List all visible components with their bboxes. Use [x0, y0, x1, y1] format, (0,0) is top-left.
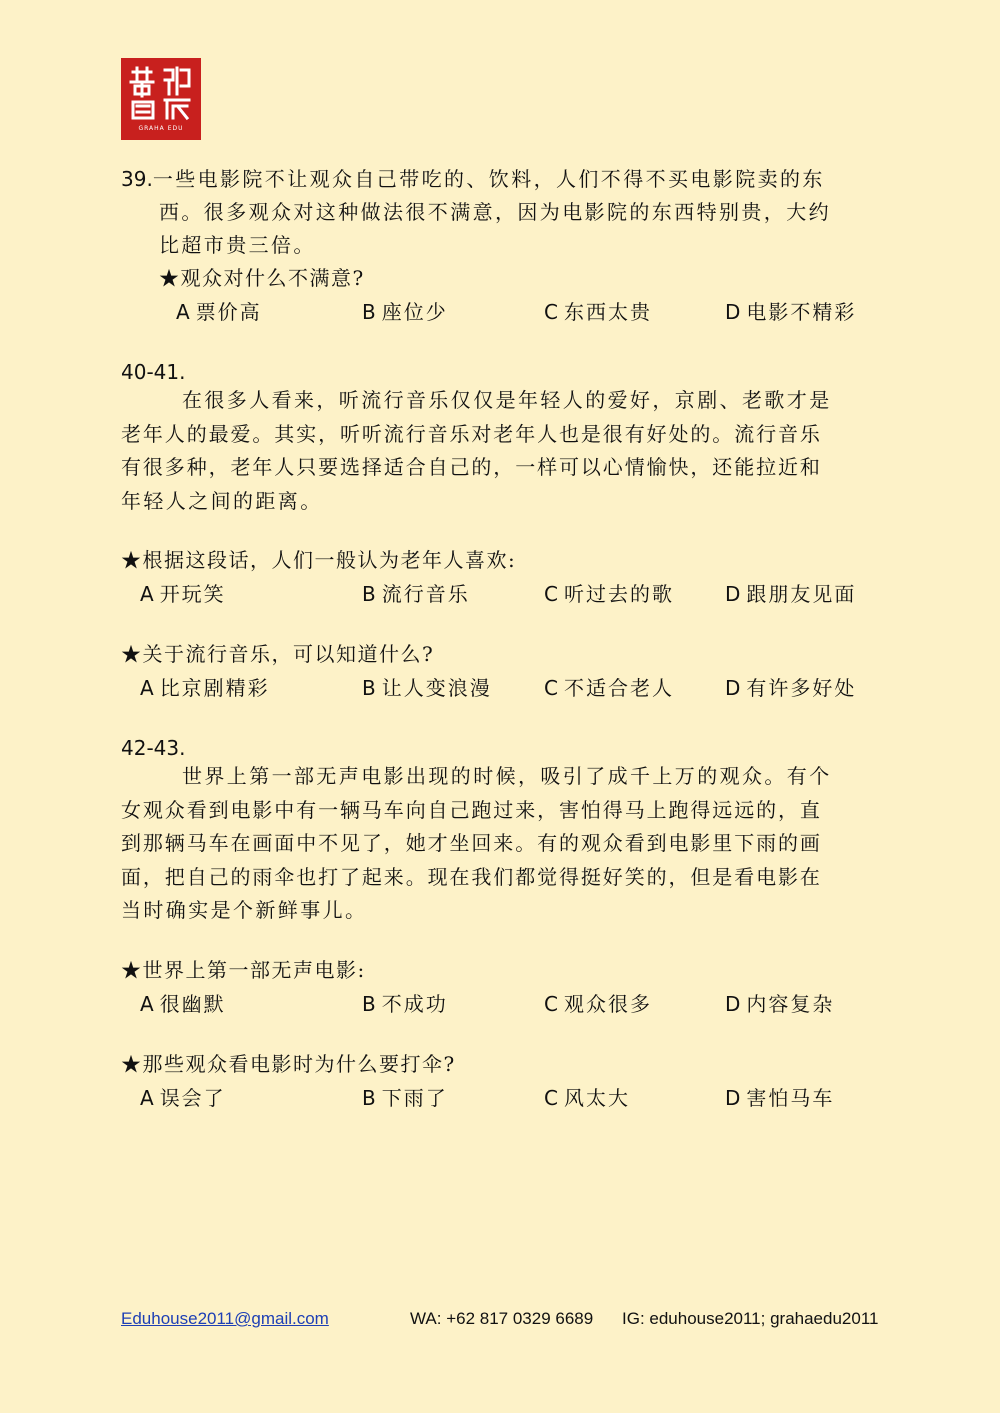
- q41-option-b[interactable]: B 让人变浪漫: [362, 676, 492, 700]
- q39-text-3: 比超市贵三倍。: [159, 233, 316, 257]
- q41-option-c[interactable]: C 不适合老人: [544, 676, 674, 700]
- q42-option-b[interactable]: B 不成功: [362, 992, 448, 1016]
- q42-text-5: 当时确实是个新鲜事儿。: [121, 898, 368, 922]
- q41-question: ★关于流行音乐，可以知道什么?: [121, 642, 435, 666]
- q40-option-a[interactable]: A 开玩笑: [140, 582, 226, 606]
- q39-option-a[interactable]: A 票价高: [176, 300, 262, 324]
- q40-option-d[interactable]: D 跟朋友见面: [725, 582, 857, 606]
- footer-email-wrap: [121, 1309, 329, 1329]
- footer-instagram: IG: eduhouse2011; grahaedu2011: [622, 1309, 879, 1328]
- q43-question: ★那些观众看电影时为什么要打伞?: [121, 1052, 456, 1076]
- logo-caption: GRAHA EDU: [138, 125, 184, 132]
- q42-option-d[interactable]: D 内容复杂: [725, 992, 835, 1016]
- q39-option-c[interactable]: C 东西太贵: [544, 300, 652, 324]
- footer-whatsapp: WA: +62 817 0329 6689: [410, 1309, 594, 1328]
- q40-number: 40-41.: [121, 360, 186, 384]
- q39-line-1: [121, 167, 825, 191]
- q42-question-1: ★世界上第一部无声电影:: [121, 958, 366, 982]
- brand-logo: [121, 58, 201, 140]
- q39-number: 39.: [121, 167, 153, 191]
- q42-text-2: 女观众看到电影中有一辆马车向自己跑过来，害怕得马上跑得远远的，直: [121, 798, 822, 822]
- q42-text-4: 面，把自己的雨伞也打了起来。现在我们都觉得挺好笑的，但是看电影在: [121, 865, 822, 889]
- q40-option-c[interactable]: C 听过去的歌: [544, 582, 674, 606]
- q39-option-b[interactable]: B 座位少: [362, 300, 448, 324]
- q40-text-1: 在很多人看来，听流行音乐仅仅是年轻人的爱好，京剧、老歌才是: [182, 388, 832, 412]
- q40-question-1: ★根据这段话，人们一般认为老年人喜欢:: [121, 548, 517, 572]
- q43-option-d[interactable]: D 害怕马车: [725, 1086, 835, 1110]
- q41-option-d[interactable]: D 有许多好处: [725, 676, 857, 700]
- q40-text-4: 年轻人之间的距离。: [121, 489, 323, 513]
- q39-text-1: 一些电影院不让观众自己带吃的、饮料，人们不得不买电影院卖的东: [152, 167, 825, 191]
- q43-option-c[interactable]: C 风太大: [544, 1086, 630, 1110]
- q40-text-3: 有很多种，老年人只要选择适合自己的，一样可以心情愉快，还能拉近和: [121, 455, 822, 479]
- footer-email-link[interactable]: Eduhouse2011@gmail.com: [121, 1309, 329, 1328]
- q40-text-2: 老年人的最爱。其实，听听流行音乐对老年人也是很有好处的。流行音乐: [121, 422, 822, 446]
- q43-option-b[interactable]: B 下雨了: [362, 1086, 448, 1110]
- q42-number: 42-43.: [121, 736, 186, 760]
- q42-text-3: 到那辆马车在画面中不见了，她才坐回来。有的观众看到电影里下雨的画: [121, 831, 822, 855]
- q42-text-1: 世界上第一部无声电影出现的时候，吸引了成千上万的观众。有个: [182, 764, 832, 788]
- q39-question: ★观众对什么不满意?: [159, 266, 365, 290]
- q40-option-b[interactable]: B 流行音乐: [362, 582, 470, 606]
- q41-option-a[interactable]: A 比京剧精彩: [140, 676, 270, 700]
- seal-glyphs-icon: [121, 58, 201, 124]
- q42-option-c[interactable]: C 观众很多: [544, 992, 652, 1016]
- q39-text-2: 西。很多观众对这种做法很不满意，因为电影院的东西特别贵，大约: [159, 200, 831, 224]
- q39-option-d[interactable]: D 电影不精彩: [725, 300, 857, 324]
- q42-option-a[interactable]: A 很幽默: [140, 992, 226, 1016]
- q43-option-a[interactable]: A 误会了: [140, 1086, 226, 1110]
